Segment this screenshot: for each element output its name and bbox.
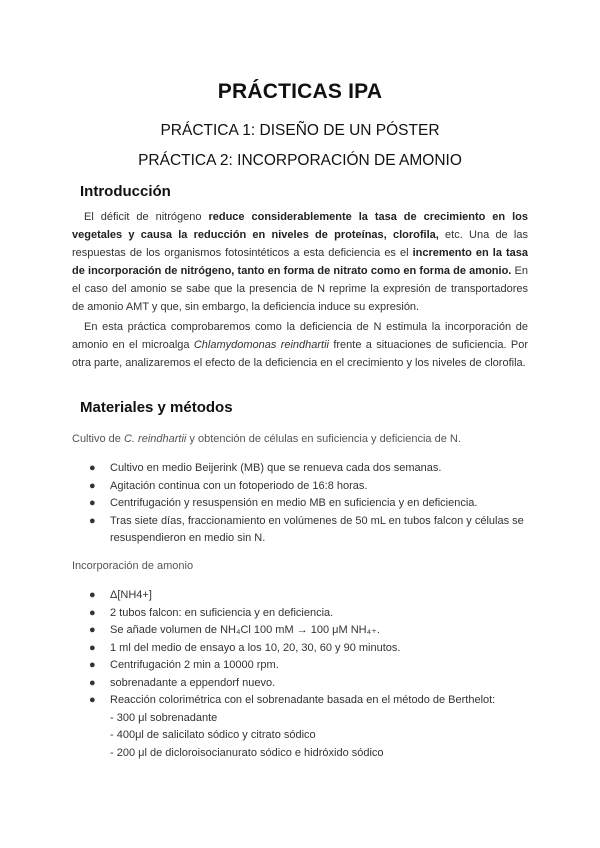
intro-paragraph-1 <box>72 208 528 316</box>
list-item-text: Centrifugación y resuspensión en medio MB en suficiencia y en deficiencia. <box>110 497 478 509</box>
text-run: El déficit de nitrógeno <box>84 211 209 223</box>
list-item <box>72 640 528 658</box>
list-item <box>72 657 528 675</box>
list-item-text: 2 tubos falcon: en suficiencia y en deficiencia. <box>110 606 334 619</box>
text-run: y obtención de células en suficiencia y deficiencia de N. <box>186 433 461 445</box>
bullet-icon: ● <box>89 659 96 671</box>
text-run: frente a situaciones de suficiencia. Por otra parte, analizaremos el efecto de la deficiencia en el crecimiento y los niveles de clorofila. <box>72 339 528 369</box>
bullet-icon: ● <box>89 606 96 619</box>
bullet-icon: ● <box>89 462 96 474</box>
bullet-icon: ● <box>89 624 96 636</box>
text-run: En el caso del amonio se sabe que la presencia de N reprime la expresión de transportadores de amonio AMT y que, sin embargo, la deficiencia induce su expresión. <box>72 265 529 313</box>
bold-run: incremento en la tasa de incorporación de nitrógeno, tanto en forma de nitrato como en forma de amonio. <box>72 247 528 277</box>
culture-subheading <box>72 433 461 445</box>
culture-list <box>72 460 528 548</box>
italic-run: C. reindhartii <box>123 433 187 445</box>
methods-heading: Materiales y métodos <box>80 399 233 416</box>
list-item <box>72 675 528 693</box>
text-run: En esta práctica comprobaremos como la deficiencia de N estimula la incorporación de amonio en el microalga <box>72 321 528 351</box>
bullet-icon: ● <box>89 479 96 492</box>
list-item-text: Δ[NH4+] <box>110 589 152 601</box>
list-item-text: Cultivo en medio Beijerink (MB) que se renueva cada dos semanas. <box>110 462 442 474</box>
list-item <box>72 460 528 478</box>
subtitle-practice-1: PRÁCTICA 1: DISEÑO DE UN PÓSTER <box>160 122 440 139</box>
list-item-text: Agitación continua con un fotoperiodo de 16:8 horas. <box>110 479 368 492</box>
ammonium-list <box>72 587 528 762</box>
list-item <box>72 692 528 762</box>
bullet-icon: ● <box>89 694 96 706</box>
bullet-icon: ● <box>89 676 96 689</box>
list-item <box>72 622 528 640</box>
bullet-icon: ● <box>89 497 96 509</box>
text-run: Cultivo de <box>72 433 124 445</box>
list-item <box>72 478 528 496</box>
page-title: PRÁCTICAS IPA <box>217 80 383 103</box>
list-item <box>72 587 528 605</box>
list-item-text: Se añade volumen de NH₄Cl 100 mM → 100 μM NH₄₊. <box>110 624 380 636</box>
list-item-text: 1 ml del medio de ensayo a los 10, 20, 30, 60 y 90 minutos. <box>110 641 401 654</box>
list-item <box>72 495 528 513</box>
sub-item: - 400μl de salicilato sódico y citrato sódico <box>110 729 316 741</box>
list-item-text: Reacción colorimétrica con el sobrenadante basada en el método de Berthelot: <box>110 694 496 706</box>
bullet-icon: ● <box>89 514 96 527</box>
bullet-icon: ● <box>89 641 96 654</box>
intro-heading: Introducción <box>80 183 171 200</box>
list-item-text: Tras siete días, fraccionamiento en volúmenes de 50 mL en tubos falcon y células se resuspendieron en medio sin N. <box>110 514 524 544</box>
sub-item: - 200 μl de dicloroisocianurato sódico e hidróxido sódico <box>110 746 384 759</box>
intro-paragraph-2 <box>72 318 528 372</box>
list-item <box>72 513 528 548</box>
sub-item: - 300 μl sobrenadante <box>110 711 218 724</box>
bold-run: reduce considerablemente la tasa de crecimiento en los vegetales y causa la reducción en niveles de proteínas, clorofila, <box>72 211 528 241</box>
text-run: etc. Una de las respuestas de los organismos fotosintéticos a esta deficiencia es el <box>72 229 528 259</box>
bullet-icon: ● <box>89 589 96 601</box>
subtitle-practice-2: PRÁCTICA 2: INCORPORACIÓN DE AMONIO <box>138 152 462 169</box>
list-item-text: Centrifugación 2 min a 10000 rpm. <box>110 659 279 671</box>
italic-run: Chlamydomonas reindhartii <box>193 339 330 351</box>
list-item <box>72 605 528 623</box>
list-item-text: sobrenadante a eppendorf nuevo. <box>110 676 276 689</box>
ammonium-subheading: Incorporación de amonio <box>72 560 194 572</box>
